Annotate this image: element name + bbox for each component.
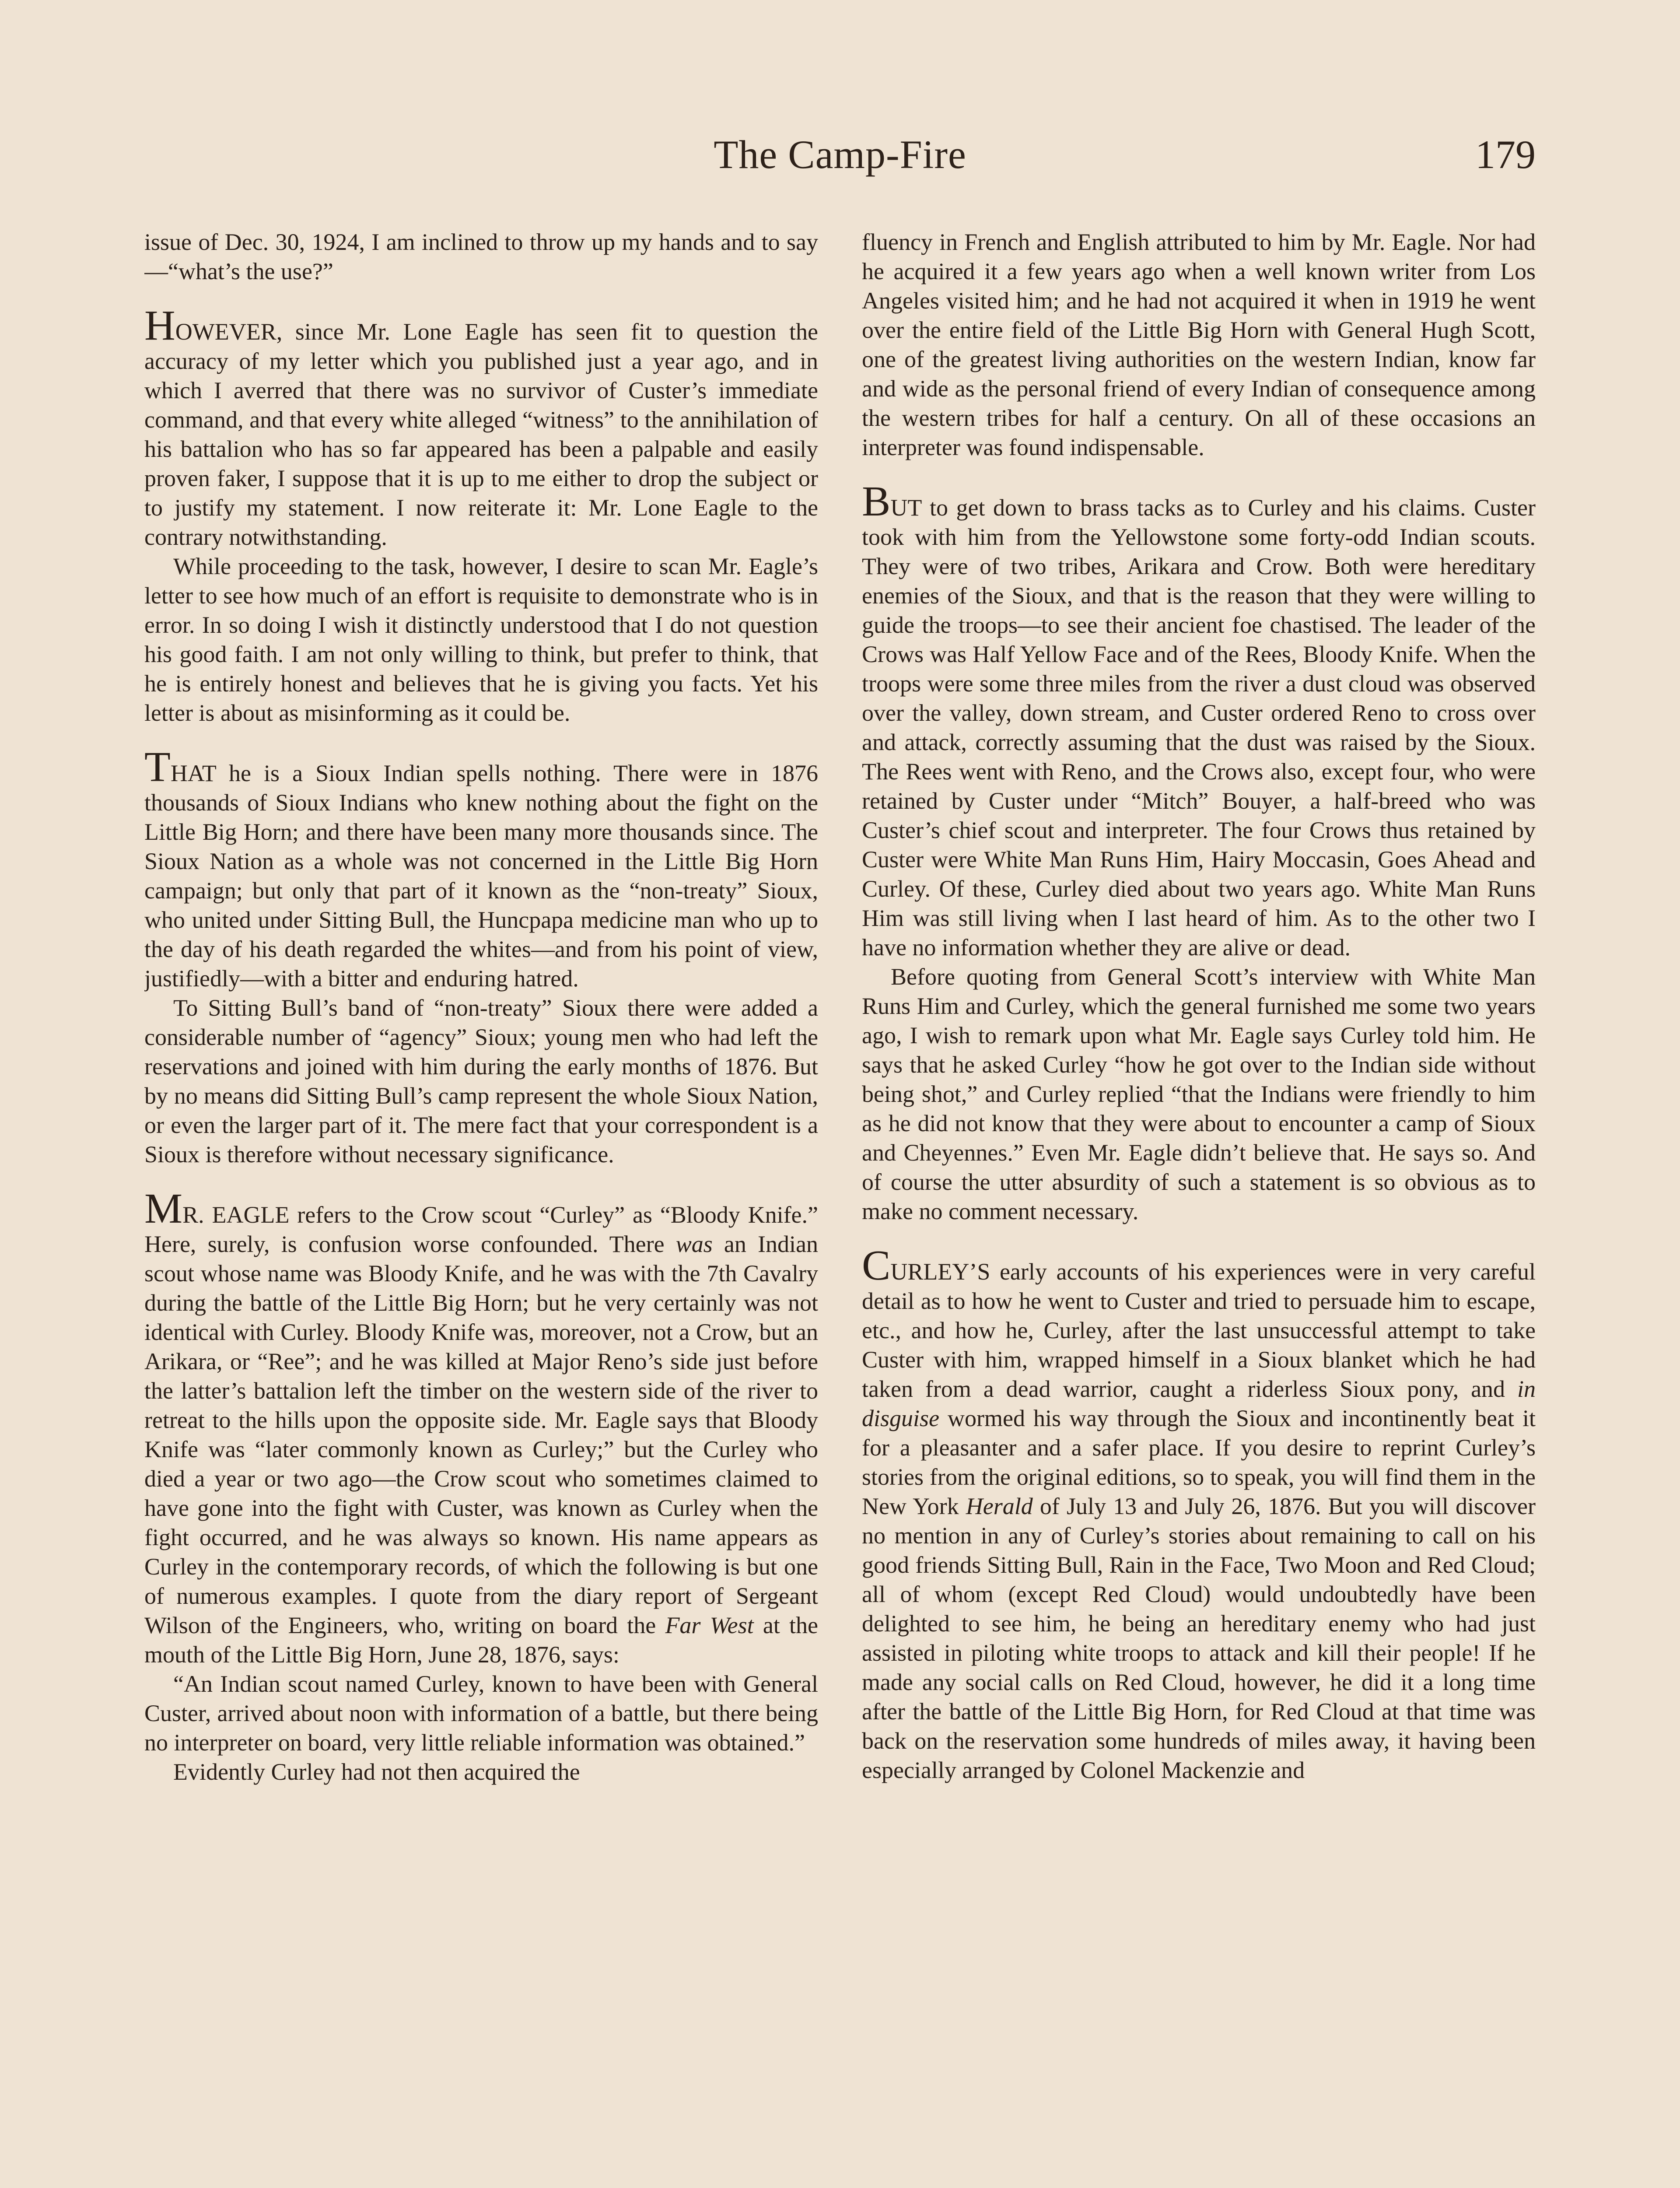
drop-cap: H xyxy=(144,302,175,349)
paragraph: fluency in French and English attributed to him by Mr. Eagle. Nor had he acquired it a few years ago when a well known writer from Los Angeles visited him; and he had not acquired it when in 1919 he went over the entire field of the Little Big Horn with General Hugh Scott, one of the greatest living authorities on the western Indian, know far and wide as the personal friend of every Indian of consequence among the western tribes for half a century. On all of these occasions an interpreter was found indispensable. xyxy=(862,229,1536,460)
section-paragraph: MR. EAGLE refers to the Crow scout “Curley” as “Bloody Knife.” Here, surely, is confusion worse confounded. There was an Indian scout whose name was Bloody Knife, and he was with the 7th Cavalry during the battle of the Little Big Horn; but he very certainly was not identical with Curley. Bloody Knife was, moreover, not a Crow, but an Arikara, or “Ree”; and he was killed at Major Reno’s side just before the latter’s battalion left the timber on the western side of the river to retreat to the hills upon the opposite side. Mr. Eagle says that Bloody Knife was “later commonly known as Curley;” but the Curley who died a year or two ago—the Crow scout who sometimes claimed to have gone into the fight with Custer, was known as Curley when the fight occurred, and he was always so known. His name appears as Curley in the contemporary records, of which the following is but one of numerous examples. I quote from the diary report of Sergeant Wilson of the Engineers, who, writing on board the Far West at the mouth of the Little Big Horn, June 28, 1876, says: xyxy=(144,1185,818,1668)
page-title: The Camp-Fire xyxy=(714,132,966,177)
page-header xyxy=(144,131,1536,193)
drop-cap: M xyxy=(144,1185,183,1232)
article-body xyxy=(144,228,1536,2188)
paragraph: To Sitting Bull’s band of “non-treaty” Sioux there were added a considerable number of “agency” Sioux; young men who had left the reservations and joined with him during the early months of 1876. But by no means did Sitting Bull’s camp represent the whole Sioux Nation, or even the larger part of it. The mere fact that your correspondent is a Sioux is therefore without necessary significance. xyxy=(144,995,818,1168)
section-paragraph: THAT he is a Sioux Indian spells nothing. There were in 1876 thousands of Sioux Indians who knew nothing about the fight on the Little Big Horn; and there have been many more thousands since. The Sioux Nation as a whole was not concerned in the Little Big Horn campaign; but only that part of it known as the “non-treaty” Sioux, who united under Sitting Bull, the Huncpapa medicine man who up to the day of his death regarded the whites—and from his point of view, justifiedly—with a bitter and enduring hatred. xyxy=(144,743,818,992)
section-paragraph: HOWEVER, since Mr. Lone Eagle has seen fit to question the accuracy of my letter which you published just a year ago, and in which I averred that there was no survivor of Custer’s immediate command, and that every white alleged “witness” to the annihilation of his battalion who has so far appeared has been a palpable and easily proven faker, I suppose that it is up to me either to drop the subject or to justify my statement. I now reiterate it: Mr. Lone Eagle to the contrary notwithstanding. xyxy=(144,302,818,550)
drop-cap: B xyxy=(862,478,891,525)
drop-cap: C xyxy=(862,1242,891,1289)
ship-name: Far West xyxy=(665,1612,754,1638)
italic-emphasis: in disguise xyxy=(862,1376,1536,1431)
section-paragraph: BUT to get down to brass tacks as to Curley and his claims. Custer took with him from the Yellowstone some forty-odd Indian scouts. They were of two tribes, Arikara and Crow. Both were hereditary enemies of the Sioux, and that is the reason that they were willing to guide the troops—to see their ancient foe chastised. The leader of the Crows was Half Yellow Face and of the Rees, Bloody Knife. When the troops were some three miles from the river a dust cloud was observed over the valley, down stream, and Custer ordered Reno to cross over and attack, correctly assuming that the dust was raised by the Sioux. The Rees went with Reno, and the Crows also, except four, who were retained by Custer under “Mitch” Bouyer, a half-breed who was Custer’s chief scout and interpreter. The four Crows thus retained by Custer were White Man Runs Him, Hairy Moccasin, Goes Ahead and Curley. Of these, Curley died about two years ago. White Man Runs Him was still living when I last heard of him. As to the other two I have no information whether they are alive or dead. xyxy=(862,478,1536,961)
paragraph: issue of Dec. 30, 1924, I am inclined to throw up my hands and to say—“what’s the use?” xyxy=(144,229,818,284)
right-column xyxy=(862,228,1536,2188)
section-paragraph: CURLEY’S early accounts of his experiences were in very careful detail as to how he went to Custer and tried to persuade him to escape, etc., and how he, Curley, after the last unsuccessful attempt to take Custer with him, wrapped himself in a Sioux blanket which he had taken from a dead warrior, caught a riderless Sioux pony, and in disguise wormed his way through the Sioux and incontinently beat it for a pleasanter and a safer place. If you desire to reprint Curley’s stories from the original editions, so to speak, you will find them in the New York Herald of July 13 and July 26, 1876. But you will discover no mention in any of Curley’s stories about remaining to call on his good friends Sitting Bull, Rain in the Face, Two Moon and Red Cloud; all of whom (except Red Cloud) would undoubtedly have been delighted to see him, he being an hereditary enemy who had just assisted in piloting white troops to attack and kill their people! If he made any social calls on Red Cloud, however, he did it a long time after the battle of the Little Big Horn, for Red Cloud at that time was back on the reservation some hundreds of miles away, it having been especially arranged by Colonel Mackenzie and xyxy=(862,1242,1536,1783)
drop-cap: T xyxy=(144,743,171,791)
paragraph: While proceeding to the task, however, I desire to scan Mr. Eagle’s letter to see how much of an effort is requisite to demonstrate who is in error. In so doing I wish it distinctly understood that I do not question his good faith. I am not only willing to think, but prefer to think, that he is entirely honest and believes that he is giving you facts. Yet his letter is about as misinforming as it could be. xyxy=(144,553,818,726)
left-column xyxy=(144,228,818,2188)
page-number: 179 xyxy=(1475,132,1536,177)
paragraph: Evidently Curley had not then acquired the xyxy=(173,1759,580,1785)
italic-emphasis: was xyxy=(676,1231,713,1257)
paragraph: Before quoting from General Scott’s interview with White Man Runs Him and Curley, which the general furnished me some two years ago, I wish to remark upon what Mr. Eagle says Curley told him. He says that he asked Curley “how he got over to the Indian side without being shot,” and Curley replied “that the Indians were friendly to him as he did not know that they were about to encounter a camp of Sioux and Cheyennes.” Even Mr. Eagle didn’t believe that. He says so. And of course the utter absurdity of such a statement is so obvious as to make no comment necessary. xyxy=(862,964,1536,1224)
newspaper-name: Herald xyxy=(966,1493,1033,1519)
block-quote: “An Indian scout named Curley, known to have been with General Custer, arrived about noon with information of a battle, but there being no interpreter on board, very little reliable information was obtained.” xyxy=(144,1671,818,1756)
